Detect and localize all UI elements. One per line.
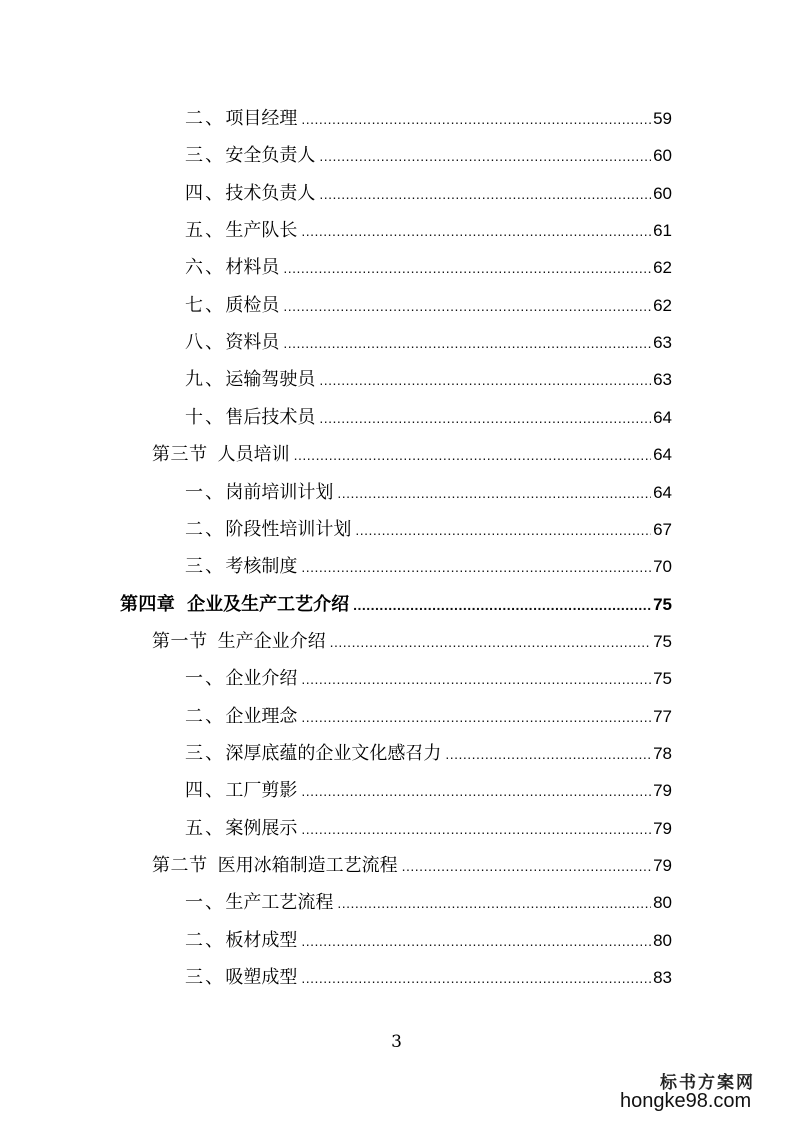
toc-entry-number: 二、 <box>185 519 226 540</box>
toc-section-entry[interactable] <box>152 630 672 654</box>
watermark-logo: 标书方案网 <box>660 1073 755 1093</box>
toc-entry[interactable] <box>185 779 672 803</box>
toc-entry-number: 七、 <box>185 295 226 316</box>
toc-entry[interactable] <box>185 817 672 841</box>
toc-entry-number: 五、 <box>185 818 226 839</box>
toc-entry-page: 80 <box>653 931 672 950</box>
toc-entry-title: 项目经理 <box>225 108 298 129</box>
toc-entry-title: 生产企业介绍 <box>217 631 326 652</box>
toc-leader-dots <box>319 406 651 430</box>
toc-leader-dots <box>319 182 651 206</box>
toc-entry-title: 工厂剪影 <box>225 780 298 801</box>
toc-entry-number: 二、 <box>185 930 226 951</box>
toc-entry[interactable] <box>185 929 672 953</box>
toc-entry-number: 第四章 <box>120 594 176 615</box>
toc-entry[interactable] <box>185 742 672 766</box>
toc-leader-dots <box>337 481 651 505</box>
toc-entry-number: 第一节 <box>152 631 208 652</box>
toc-leader-dots <box>283 331 651 355</box>
toc-entry-page: 64 <box>653 483 672 502</box>
toc-entry-page: 75 <box>653 595 672 614</box>
toc-entry-number: 一、 <box>185 668 226 689</box>
toc-entry-title: 考核制度 <box>225 556 298 577</box>
toc-entry-page: 75 <box>653 669 672 688</box>
toc-leader-dots <box>301 779 651 803</box>
toc-entry-title: 案例展示 <box>225 818 298 839</box>
toc-leader-dots <box>283 294 651 318</box>
toc-entry-number: 四、 <box>185 183 226 204</box>
toc-entry-title: 岗前培训计划 <box>225 482 334 503</box>
toc-entry-title: 深厚底蕴的企业文化感召力 <box>225 743 442 764</box>
toc-entry-page: 60 <box>653 146 672 165</box>
toc-entry[interactable] <box>185 705 672 729</box>
toc-leader-dots <box>319 144 651 168</box>
toc-entry[interactable] <box>185 294 672 318</box>
toc-leader-dots <box>319 368 651 392</box>
toc-entry[interactable] <box>185 219 672 243</box>
toc-entry[interactable] <box>185 481 672 505</box>
page-number: 3 <box>391 1032 402 1052</box>
toc-leader-dots <box>301 219 651 243</box>
toc-entry-page: 79 <box>653 819 672 838</box>
toc-leader-dots <box>402 854 651 878</box>
toc-entry-number: 三、 <box>185 967 226 988</box>
toc-entry-title: 医用冰箱制造工艺流程 <box>217 855 398 876</box>
toc-entry[interactable] <box>185 667 672 691</box>
toc-entry-page: 77 <box>653 707 672 726</box>
toc-entry-number: 十、 <box>185 407 226 428</box>
toc-entry-number: 二、 <box>185 108 226 129</box>
toc-entry[interactable] <box>185 182 672 206</box>
toc-leader-dots <box>330 630 651 654</box>
toc-entry-number: 九、 <box>185 369 226 390</box>
toc-entry-page: 64 <box>653 445 672 464</box>
toc-leader-dots <box>355 518 651 542</box>
watermark-url: hongke98.com <box>620 1090 752 1112</box>
toc-entry-page: 63 <box>653 370 672 389</box>
toc-entry[interactable] <box>185 331 672 355</box>
toc-entry-number: 第三节 <box>152 444 208 465</box>
toc-entry-page: 80 <box>653 893 672 912</box>
toc-entry-number: 二、 <box>185 706 226 727</box>
toc-entry-page: 75 <box>653 632 672 651</box>
toc-entry[interactable] <box>185 966 672 990</box>
toc-entry-title: 企业介绍 <box>225 668 298 689</box>
toc-entry-page: 83 <box>653 968 672 987</box>
toc-leader-dots <box>294 443 651 467</box>
toc-entry[interactable] <box>185 107 672 131</box>
toc-entry[interactable] <box>185 144 672 168</box>
toc-entry-page: 70 <box>653 557 672 576</box>
toc-entry-number: 一、 <box>185 482 226 503</box>
toc-entry-title: 运输驾驶员 <box>225 369 316 390</box>
toc-entry-title: 板材成型 <box>225 930 298 951</box>
toc-entry-title: 安全负责人 <box>225 145 316 166</box>
toc-entry[interactable] <box>185 368 672 392</box>
toc-leader-dots <box>301 705 651 729</box>
toc-leader-dots <box>337 891 651 915</box>
toc-entry-number: 三、 <box>185 556 226 577</box>
toc-entry-page: 63 <box>653 333 672 352</box>
toc-leader-dots <box>301 667 651 691</box>
toc-entry-title: 质检员 <box>225 295 280 316</box>
toc-entry[interactable] <box>185 406 672 430</box>
toc-entry-page: 79 <box>653 856 672 875</box>
toc-entry[interactable] <box>185 891 672 915</box>
toc-entry[interactable] <box>185 555 672 579</box>
toc-entry-number: 三、 <box>185 145 226 166</box>
toc-entry-number: 三、 <box>185 743 226 764</box>
toc-entry-page: 62 <box>653 296 672 315</box>
toc-entry-number: 五、 <box>185 220 226 241</box>
toc-leader-dots <box>301 929 651 953</box>
toc-entry-page: 67 <box>653 520 672 539</box>
toc-chapter-entry[interactable] <box>120 593 672 617</box>
toc-entry-title: 吸塑成型 <box>225 967 298 988</box>
toc-entry-title: 技术负责人 <box>225 183 316 204</box>
toc-leader-dots <box>301 817 651 841</box>
toc-entry-title: 企业理念 <box>225 706 298 727</box>
toc-entry-title: 阶段性培训计划 <box>225 519 352 540</box>
toc-leader-dots <box>301 555 651 579</box>
toc-entry-title: 生产队长 <box>225 220 298 241</box>
toc-entry-number: 八、 <box>185 332 226 353</box>
toc-entry-number: 四、 <box>185 780 226 801</box>
toc-entry-title: 资料员 <box>225 332 280 353</box>
toc-section-entry[interactable] <box>152 854 672 878</box>
toc-entry-number: 第二节 <box>152 855 208 876</box>
toc-entry-page: 59 <box>653 109 672 128</box>
toc-leader-dots <box>445 742 651 766</box>
toc-entry-title: 人员培训 <box>217 444 290 465</box>
toc-section-entry[interactable] <box>152 443 672 467</box>
toc-leader-dots <box>301 107 651 131</box>
toc-entry-page: 79 <box>653 781 672 800</box>
toc-leader-dots <box>283 256 651 280</box>
toc-entry-page: 62 <box>653 258 672 277</box>
toc-entry-title: 售后技术员 <box>225 407 316 428</box>
toc-entry-title: 企业及生产工艺介绍 <box>187 594 350 615</box>
toc-entry-page: 64 <box>653 408 672 427</box>
toc-entry-page: 78 <box>653 744 672 763</box>
toc-entry[interactable] <box>185 518 672 542</box>
toc-entry-title: 生产工艺流程 <box>225 892 334 913</box>
toc-entry-page: 61 <box>653 221 672 240</box>
toc-entry-title: 材料员 <box>225 257 280 278</box>
toc-leader-dots <box>353 593 651 617</box>
toc-entry-number: 六、 <box>185 257 226 278</box>
toc-entry[interactable] <box>185 256 672 280</box>
toc-leader-dots <box>301 966 651 990</box>
toc-entry-page: 60 <box>653 184 672 203</box>
toc-entry-number: 一、 <box>185 892 226 913</box>
